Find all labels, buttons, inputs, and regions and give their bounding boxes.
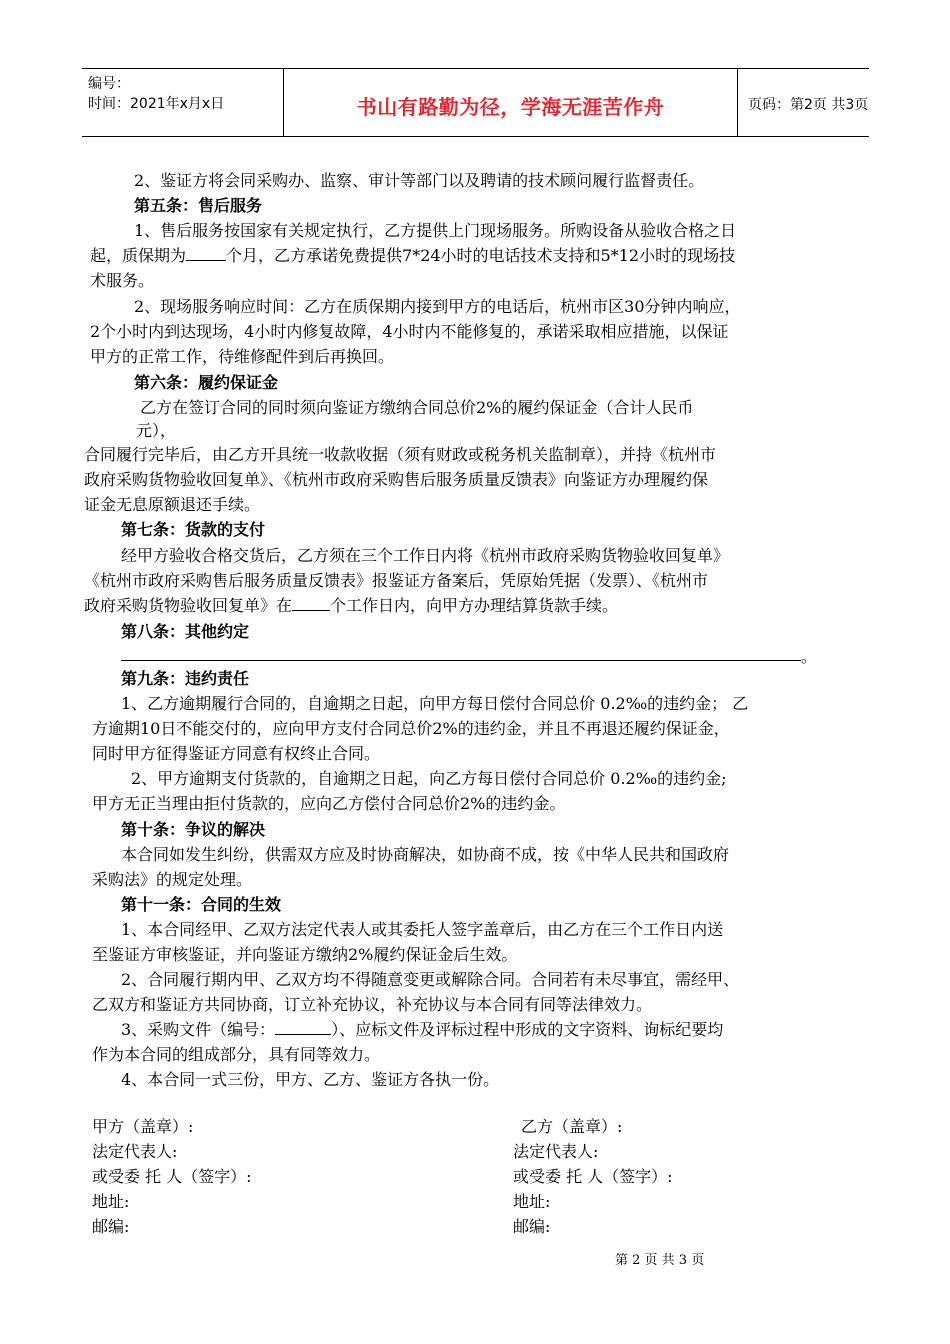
paragraph-line: 2、甲方逾期支付货款的，自逾期之日起，向乙方每日偿付合同总价 0.2‰的违约金; <box>131 769 727 788</box>
party-a-agent: 或受委 托 人（签字）: <box>92 1167 252 1186</box>
party-a-postcode: 邮编: <box>92 1217 130 1236</box>
paragraph-line: 甲方的正常工作，待维修配件到后再换回。 <box>90 347 395 366</box>
paragraph-line: 术服务。 <box>90 271 155 290</box>
paragraph-line: 至鉴证方审核鉴证，并向鉴证方缴纳2%履约保证金后生效。 <box>92 945 518 964</box>
paragraph-line: 2、现场服务响应时间：乙方在质保期内接到甲方的电话后，杭州市区30分钟内响应， <box>134 297 741 316</box>
paragraph-line: 证金无息原额退还手续。 <box>84 495 261 514</box>
section-heading-6: 第六条：履约保证金 <box>134 373 279 392</box>
header-motto-cell <box>283 69 738 136</box>
other-terms-blank-line <box>121 660 801 661</box>
section-heading-5: 第五条：售后服务 <box>134 196 263 215</box>
header-meta <box>82 69 282 136</box>
paragraph-line: 2、鉴证方将会同采购办、监察、审计等部门以及聘请的技术顾问履行监督责任。 <box>134 171 705 190</box>
paragraph-line: 乙方在签订合同的同时须向鉴证方缴纳合同总价2%的履约保证金（合计人民币 <box>140 398 694 417</box>
party-a-address: 地址: <box>92 1192 130 1211</box>
paragraph-line: 2、合同履行期内甲、乙双方均不得随意变更或解除合同。合同若有未尽事宜，需经甲、 <box>121 970 740 989</box>
paragraph-line: 采购法》的规定处理。 <box>92 870 253 889</box>
paragraph-line: 《杭州市政府采购售后服务质量反馈表》报鉴证方备案后，凭原始凭据（发票）、《杭州市 <box>84 571 709 590</box>
page-footer: 第 2 页 共 3 页 <box>615 1253 705 1268</box>
paragraph-line: 1、售后服务按国家有关规定执行，乙方提供上门现场服务。所购设备从验收合格之日 <box>134 221 737 240</box>
paragraph-line: 同时甲方征得鉴证方同意有权终止合同。 <box>92 744 381 763</box>
date-label: 时间：2021年x月x日 <box>88 96 225 112</box>
paragraph-line: 甲方无正当理由拒付货款的，应向乙方偿付合同总价2%的违约金。 <box>92 794 566 813</box>
paragraph-line: 起，质保期为 个月，乙方承诺免费提供7*24小时的电话技术支持和5*12小时的现场技 <box>90 246 736 265</box>
paragraph-line: 1、乙方逾期履行合同的，自逾期之日起，向甲方每日偿付合同总价 0.2‰的违约金； 乙 <box>121 694 749 713</box>
paragraph-line: 政府采购货物验收回复单》在 个工作日内，向甲方办理结算货款手续。 <box>84 596 619 615</box>
section-heading-10: 第十条：争议的解决 <box>121 820 266 839</box>
party-b-address: 地址: <box>513 1192 551 1211</box>
section-heading-9: 第九条：违约责任 <box>121 669 250 688</box>
paragraph-line: 。 <box>801 647 818 666</box>
section-heading-8: 第八条：其他约定 <box>121 622 250 641</box>
paragraph-line: 经甲方验收合格交货后，乙方须在三个工作日内将《杭州市政府采购货物验收回复单》 <box>121 546 730 565</box>
paragraph-line: 1、本合同经甲、乙双方法定代表人或其委托人签字盖章后，由乙方在三个工作日内送 <box>121 920 724 939</box>
paragraph-line: 政府采购货物验收回复单》、《杭州市政府采购售后服务质量反馈表》向鉴证方办理履约保 <box>84 470 709 489</box>
header-page-cell <box>738 69 869 136</box>
page-code: 页码：第2页 共3页 <box>748 97 869 113</box>
paragraph-line: 乙双方和鉴证方共同协商，订立补充协议，补充协议与本合同有同等法律效力。 <box>92 995 653 1014</box>
party-a-seal: 甲方（盖章）: <box>92 1117 194 1136</box>
number-label: 编号： <box>88 76 130 92</box>
party-b-rep: 法定代表人: <box>513 1142 599 1161</box>
paragraph-line: 合同履行完毕后，由乙方开具统一收款收据（须有财政或税务机关监制章），并持《杭州市 <box>84 445 717 464</box>
paragraph-line: 2个小时内到达现场，4小时内修复故障，4小时内不能修复的，承诺采取相应措施，以保证 <box>90 322 729 341</box>
party-b-seal: 乙方（盖章）: <box>521 1117 623 1136</box>
paragraph-line: 4、本合同一式三份，甲方、乙方、鉴证方各执一份。 <box>121 1070 500 1089</box>
payment-days-blank <box>292 596 330 611</box>
paragraph-line: 3、采购文件（编号： ）、应标文件及评标过程中形成的文字资料、询标纪要均 <box>121 1020 724 1039</box>
party-b-postcode: 邮编: <box>513 1217 551 1236</box>
party-b-agent: 或受委 托 人（签字）: <box>513 1167 673 1186</box>
section-heading-7: 第七条：货款的支付 <box>121 520 266 539</box>
paragraph-line: 作为本合同的组成部分，具有同等效力。 <box>92 1045 381 1064</box>
warranty-months-blank <box>186 246 226 261</box>
motto: 书山有路勤为径，学海无涯苦作舟 <box>356 95 665 119</box>
document-header <box>82 68 869 137</box>
party-a-rep: 法定代表人: <box>92 1142 178 1161</box>
paragraph-line: 方逾期10日不能交付的，应向甲方支付合同总价2%的违约金，并且不再退还履约保证金， <box>92 719 730 738</box>
procurement-number-blank <box>275 1020 331 1035</box>
paragraph-line: 本合同如发生纠纷，供需双方应及时协商解决，如协商不成，按《中华人民共和国政府 <box>121 845 730 864</box>
section-heading-11: 第十一条：合同的生效 <box>121 895 282 914</box>
paragraph-line: 元）， <box>136 421 177 440</box>
